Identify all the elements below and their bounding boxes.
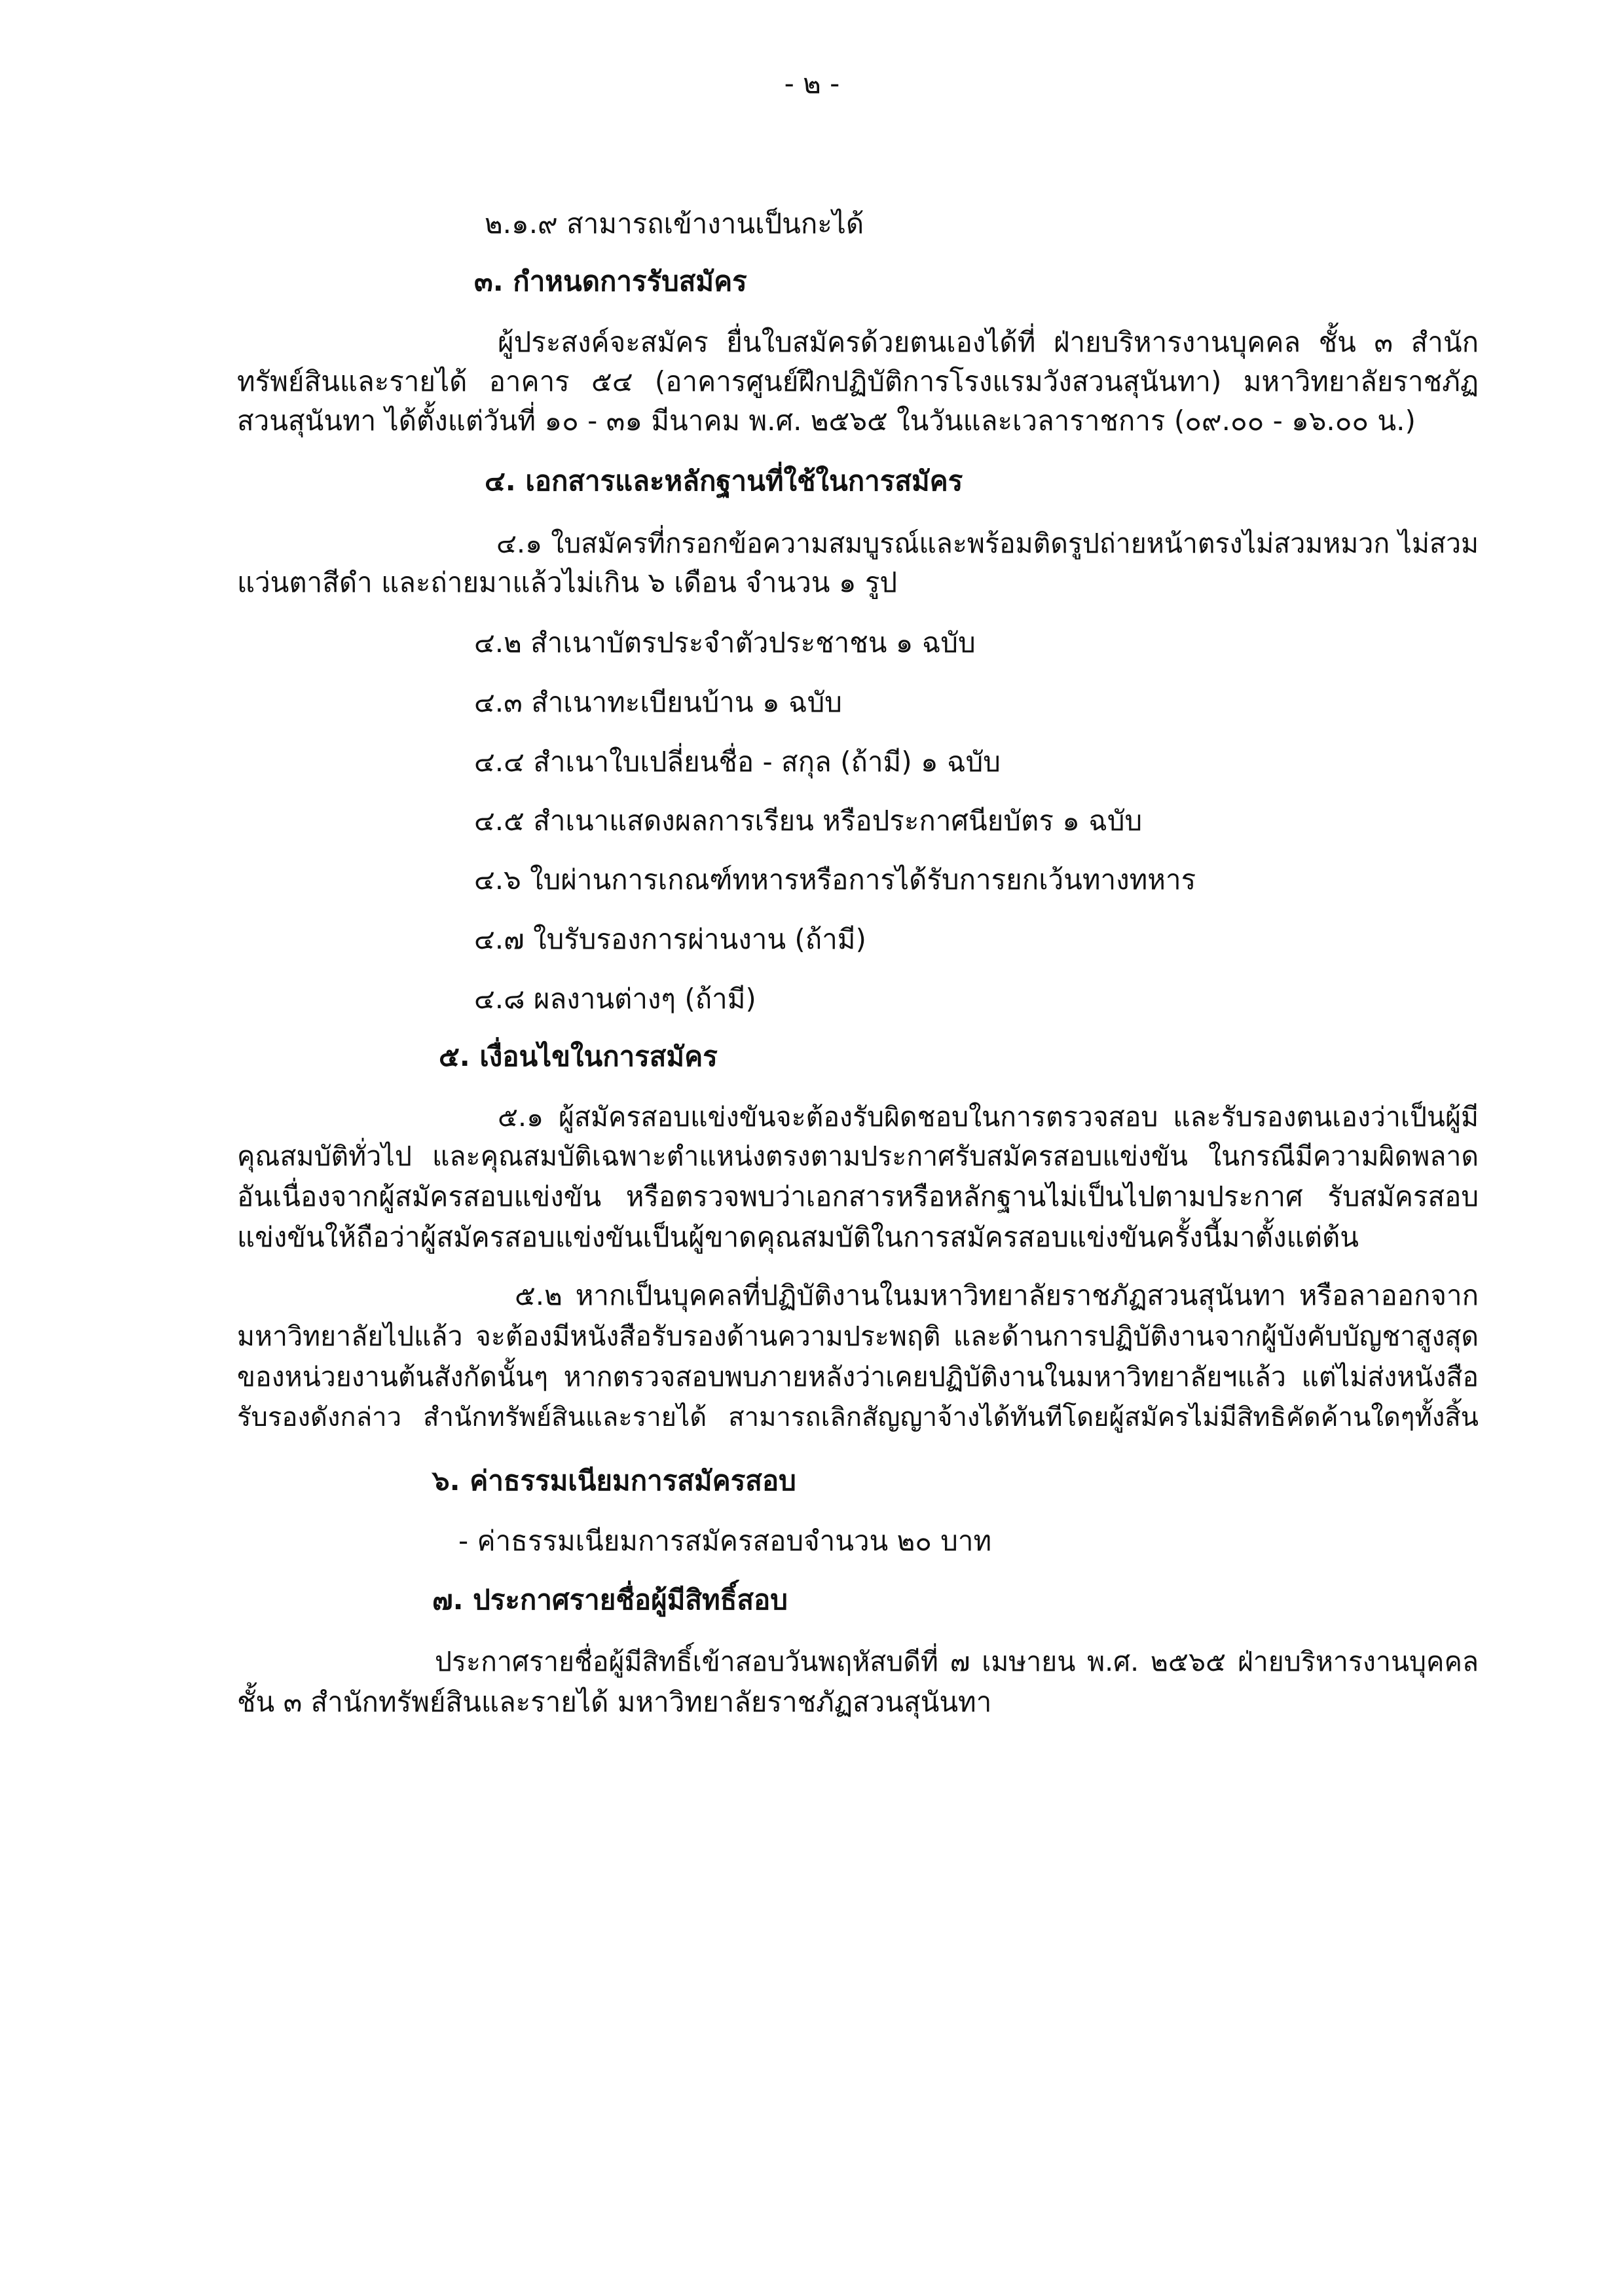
section-7-line-1: ประกาศรายชื่อผู้มีสิทธิ์เข้าสอบวันพฤหัสบดีที่ ๗ เมษายน พ.ศ. ๒๕๖๕ ฝ่ายบริหารงานบุคคล [435, 1646, 1479, 1677]
item-2-1-9: ๒.๑.๙ สามารถเข้างานเป็นกะได้ [485, 208, 864, 240]
section-4-item-1-line-2: แว่นตาสีดำ และถ่ายมาแล้วไม่เกิน ๖ เดือน จำนวน ๑ รูป [237, 566, 898, 598]
page-number: - ๒ - [784, 67, 840, 100]
section-5-item-1-line-4: แข่งขันให้ถือว่าผู้สมัครสอบแข่งขันเป็นผู้ขาดคุณสมบัติในการสมัครสอบแข่งขันครั้งนี้มาตั้งแต่ต้น [237, 1221, 1359, 1253]
section-6-item: - ค่าธรรมเนียมการสมัครสอบจำนวน ๒๐ บาท [458, 1525, 992, 1557]
section-3-line-3: สวนสุนันทา ได้ตั้งแต่วันที่ ๑๐ - ๓๑ มีนาคม พ.ศ. ๒๕๖๕ ในวันและเวลาราชการ (๐๙.๐๐ - ๑๖.๐๐ น.) [237, 405, 1416, 437]
section-5-item-2-line-4: รับรองดังกล่าว สำนักทรัพย์สินและรายได้ สามารถเลิกสัญญาจ้างได้ทันทีโดยผู้สมัครไม่มีสิทธิคัดค้านใดๆทั้งสิ้น [237, 1402, 1479, 1432]
section-4-item-5: ๔.๕ สำเนาแสดงผลการเรียน หรือประกาศนียบัตร ๑ ฉบับ [474, 805, 1143, 837]
section-5-item-1-line-2: คุณสมบัติทั่วไป และคุณสมบัติเฉพาะตำแหน่งตรงตามประกาศรับสมัครสอบแข่งขัน ในกรณีมีความผิดพลาด [237, 1140, 1479, 1172]
section-4-heading: ๔. เอกสารและหลักฐานที่ใช้ในการสมัคร [485, 465, 963, 497]
section-5-item-1-line-3: อันเนื่องจากผู้สมัครสอบแข่งขัน หรือตรวจพบว่าเอกสารหรือหลักฐานไม่เป็นไปตามประกาศ รับสมัครสอบ [237, 1180, 1479, 1212]
section-4-item-2: ๔.๒ สำเนาบัตรประจำตัวประชาชน ๑ ฉบับ [474, 627, 976, 659]
section-4-item-4: ๔.๔ สำเนาใบเปลี่ยนชื่อ - สกุล (ถ้ามี) ๑ ฉบับ [474, 746, 1001, 778]
section-6-heading: ๖. ค่าธรรมเนียมการสมัครสอบ [432, 1465, 796, 1497]
section-4-item-8: ๔.๘ ผลงานต่างๆ (ถ้ามี) [474, 983, 756, 1015]
section-3-heading: ๓. กำหนดการรับสมัคร [474, 265, 747, 297]
section-5-item-2-line-3: ของหน่วยงานต้นสังกัดนั้นๆ หากตรวจสอบพบภายหลังว่าเคยปฏิบัติงานในมหาวิทยาลัยฯแล้ว แต่ไม่ส่งหนังสือ [237, 1361, 1479, 1393]
section-5-heading: ๕. เงื่อนไขในการสมัคร [439, 1040, 718, 1072]
section-4-item-3: ๔.๓ สำเนาทะเบียนบ้าน ๑ ฉบับ [474, 686, 842, 718]
section-5-item-2-line-2: มหาวิทยาลัยไปแล้ว จะต้องมีหนังสือรับรองด้านความประพฤติ และด้านการปฏิบัติงานจากผู้บังคับบัญชาสูงสุด [237, 1321, 1479, 1352]
section-3-line-2: ทรัพย์สินและรายได้ อาคาร ๕๔ (อาคารศูนย์ฝึกปฏิบัติการโรงแรมวังสวนสุนันทา) มหาวิทยาลัยราชภัฏ [237, 365, 1479, 397]
section-4-item-1-line-1: ๔.๑ ใบสมัครที่กรอกข้อความสมบูรณ์และพร้อมติดรูปถ่ายหน้าตรงไม่สวมหมวก ไม่สวม [496, 528, 1479, 559]
section-7-line-2: ชั้น ๓ สำนักทรัพย์สินและรายได้ มหาวิทยาลัยราชภัฏสวนสุนันทา [237, 1686, 992, 1718]
section-4-item-7: ๔.๗ ใบรับรองการผ่านงาน (ถ้ามี) [474, 923, 866, 955]
section-7-heading: ๗. ประกาศรายชื่อผู้มีสิทธิ์สอบ [432, 1584, 788, 1616]
section-5-item-1-line-1: ๕.๑ ผู้สมัครสอบแข่งขันจะต้องรับผิดชอบในการตรวจสอบ และรับรองตนเองว่าเป็นผู้มี [498, 1101, 1479, 1133]
section-3-line-1: ผู้ประสงค์จะสมัคร ยื่นใบสมัครด้วยตนเองได้ที่ ฝ่ายบริหารงานบุคคล ชั้น ๓ สำนัก [498, 326, 1479, 358]
section-4-item-6: ๔.๖ ใบผ่านการเกณฑ์ทหารหรือการได้รับการยกเว้นทางทหาร [474, 864, 1196, 896]
section-5-item-2-line-1: ๕.๒ หากเป็นบุคคลที่ปฏิบัติงานในมหาวิทยาลัยราชภัฏสวนสุนันทา หรือลาออกจาก [515, 1279, 1479, 1311]
